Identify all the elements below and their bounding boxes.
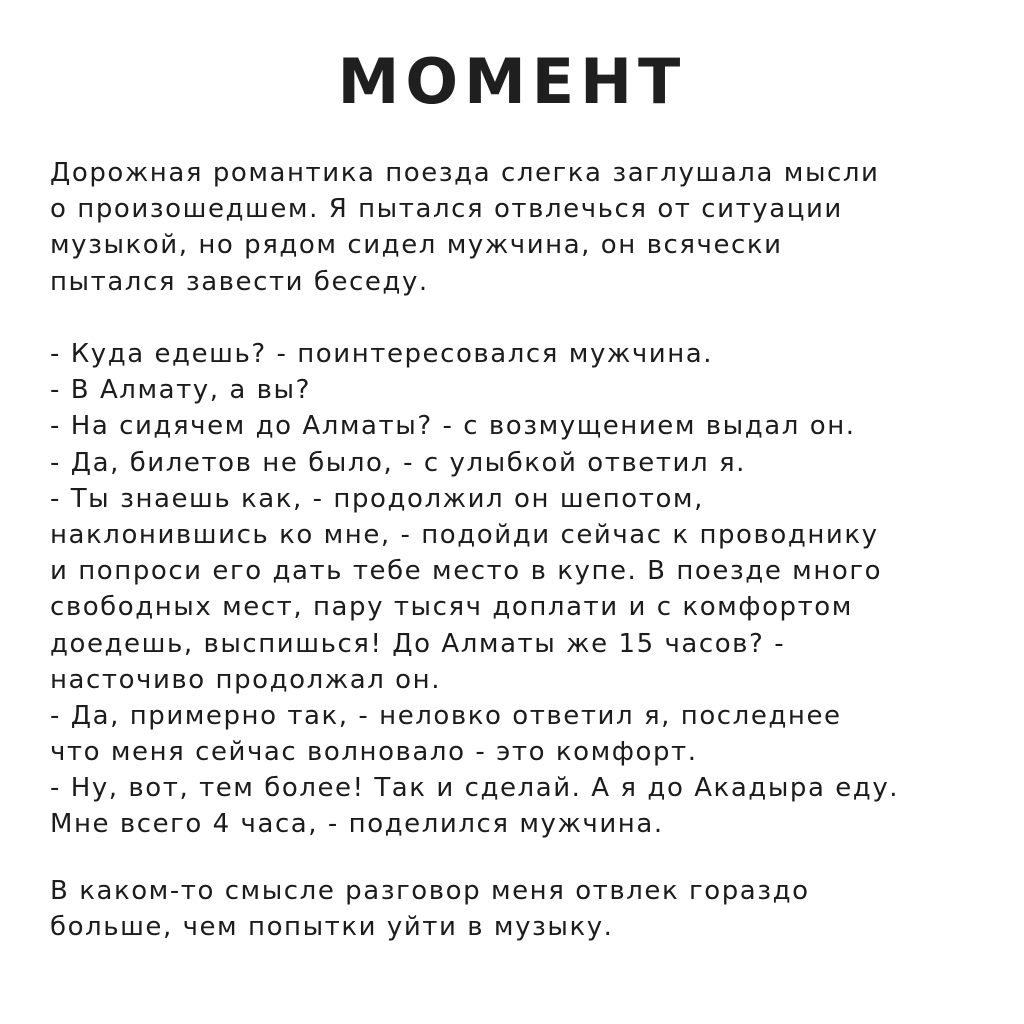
dialogue-line: Мне всего 4 часа, - поделился мужчина. bbox=[50, 809, 664, 840]
closing-paragraph bbox=[50, 873, 1010, 945]
dialogue-line: что меня сейчас волновало - это комфорт. bbox=[50, 737, 698, 768]
text-line: музыкой, но рядом сидел мужчина, он всячески bbox=[50, 230, 783, 261]
text-line: В каком-то смысле разговор меня отвлек гораздо bbox=[50, 876, 810, 906]
text-line: больше, чем попытки уйти в музыку. bbox=[50, 912, 614, 943]
dialogue-line: - Да, примерно так, - неловко ответил я, последнее bbox=[50, 700, 842, 731]
dialogue-line: - Да, билетов не было, - с улыбкой ответил я. bbox=[50, 447, 746, 478]
dialogue-line: - Ты знаешь как, - продолжил он шепотом, bbox=[50, 483, 704, 514]
dialogue-line: - Ну, вот, тем более! Так и сделай. А я до Акадыра еду. bbox=[50, 773, 900, 804]
dialogue-line: - На сидячем до Алматы? - с возмущением выдал он. bbox=[50, 411, 856, 442]
text-line: о произошедшем. Я пытался отвлечься от ситуации bbox=[50, 194, 843, 225]
dialogue-line: - В Алмату, а вы? bbox=[50, 375, 311, 406]
dialogue-line: свободных мест, пару тысяч доплати и с комфортом bbox=[50, 592, 853, 623]
dialogue-line: доедешь, выспишься! До Алматы же 15 часов? - bbox=[50, 628, 786, 659]
intro-paragraph bbox=[50, 155, 1010, 300]
dialogue-block bbox=[50, 336, 1010, 843]
dialogue-line: и попроси его дать тебе место в купе. В поезде много bbox=[50, 556, 883, 587]
dialogue-line: насточиво продолжал он. bbox=[50, 664, 442, 695]
dialogue-line: - Куда едешь? - поинтересовался мужчина. bbox=[50, 339, 714, 369]
text-line: пытался завести беседу. bbox=[50, 266, 429, 297]
page-title: МОМЕНТ bbox=[337, 45, 687, 118]
dialogue-line: наклонившись ко мне, - подойди сейчас к проводнику bbox=[50, 519, 879, 550]
text-line: Дорожная романтика поезда слегка заглушала мысли bbox=[50, 158, 880, 188]
